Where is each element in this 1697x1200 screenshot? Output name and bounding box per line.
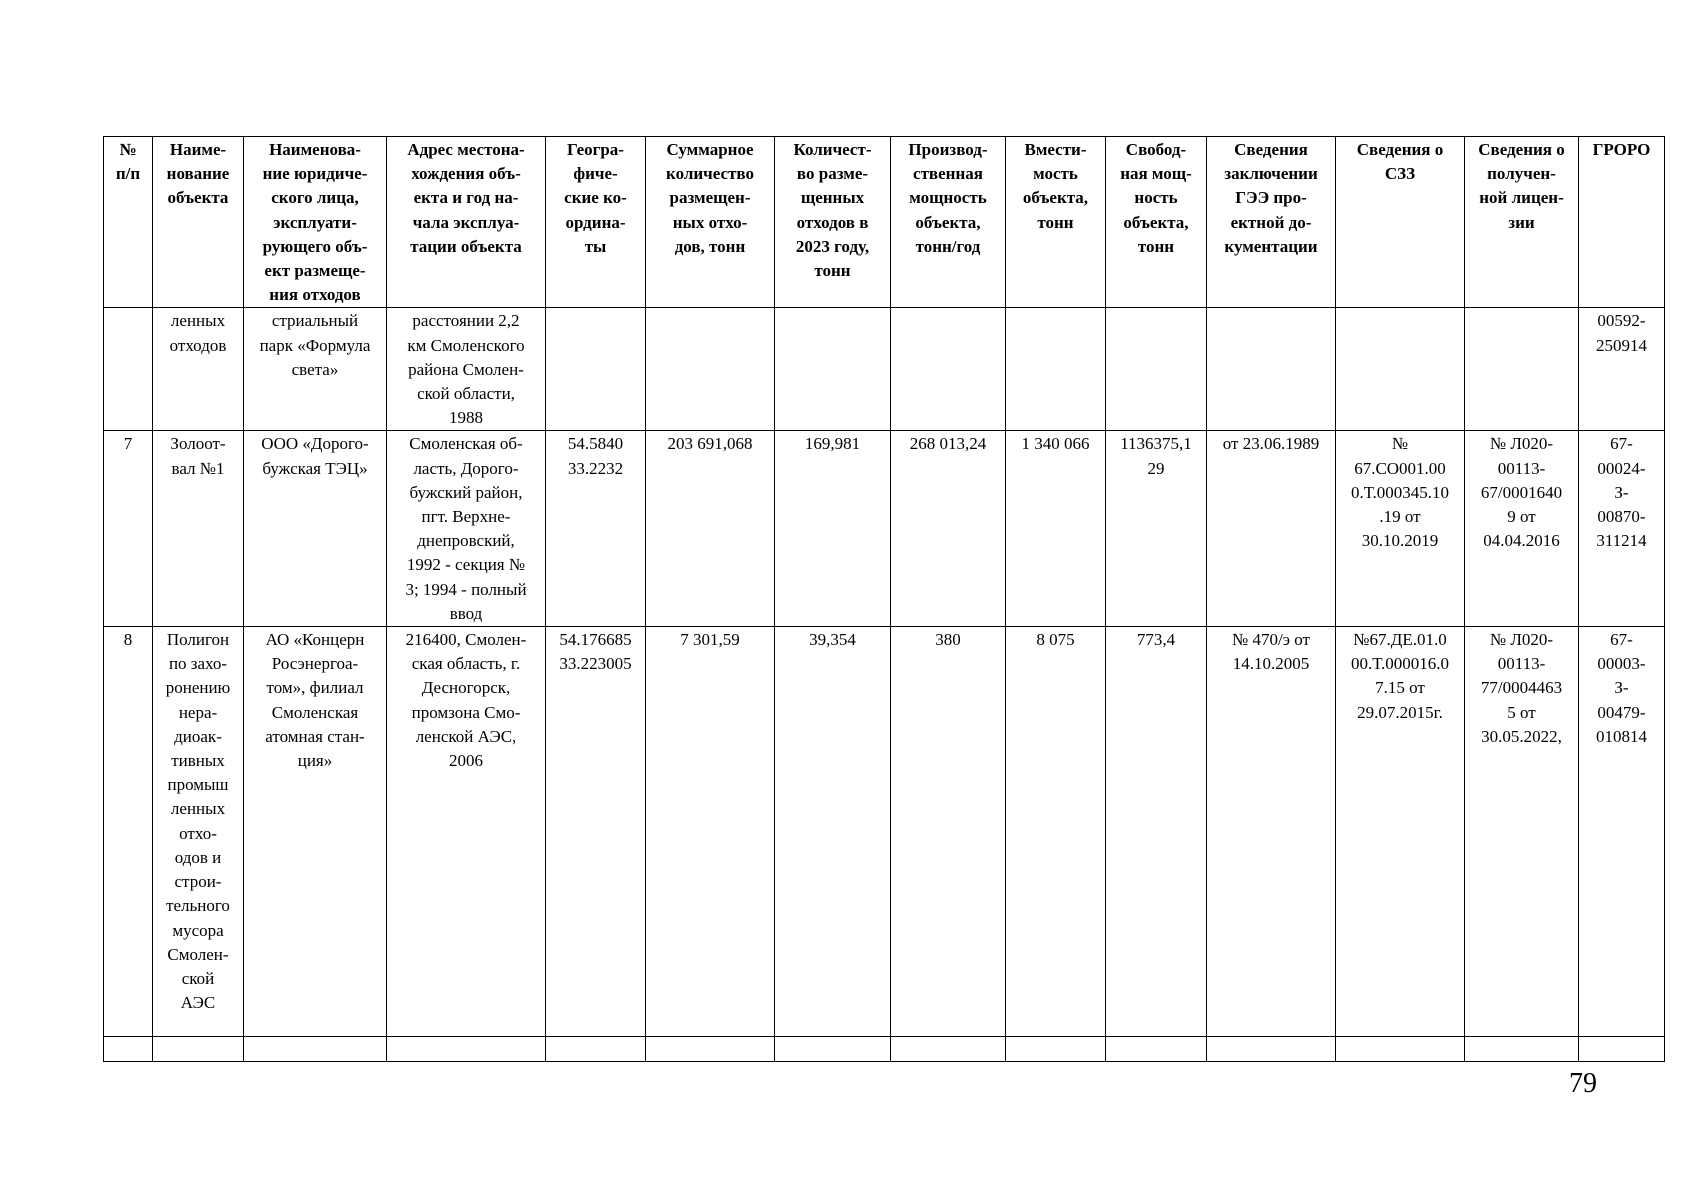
table-cell: № 67.СО001.00 0.Т.000345.10 .19 от 30.10.2019 <box>1336 431 1465 627</box>
table-cell: 8 <box>104 627 153 1037</box>
table-cell: 1136375,1 29 <box>1106 431 1207 627</box>
table-cell <box>546 1037 646 1062</box>
table-cell: стриальный парк «Формула света» <box>244 308 387 431</box>
page-number: 79 <box>1569 1068 1597 1099</box>
table-cell <box>1336 308 1465 431</box>
header-cell-free-capacity: Свобод- ная мощ- ность объекта, тонн <box>1106 137 1207 308</box>
header-cell-number: № п/п <box>104 137 153 308</box>
waste-objects-table <box>103 136 1665 1062</box>
header-cell-waste-2023: Количест- во разме- щенных отходов в 2023 году, тонн <box>775 137 891 308</box>
header-cell-capacity: Производ- ственная мощность объекта, тонн/год <box>891 137 1006 308</box>
table-cell: 67- 00024- З- 00870- 311214 <box>1579 431 1665 627</box>
table-cell: №67.ДЕ.01.0 00.Т.000016.0 7.15 от 29.07.2015г. <box>1336 627 1465 1037</box>
table-cell: Полигон по захо- ронению нера- диоак- тивных промыш ленных отхо- одов и строи- тельного мусора Смолен- ской АЭС <box>153 627 244 1037</box>
table-cell <box>775 1037 891 1062</box>
table-cell <box>153 1037 244 1062</box>
header-cell-address: Адрес местона- хождения объ- екта и год на- чала эксплуа- тации объекта <box>387 137 546 308</box>
table-cell: 268 013,24 <box>891 431 1006 627</box>
header-cell-gee: Сведения заключении ГЭЭ про- ектной до- кументации <box>1207 137 1336 308</box>
table-cell: АО «Концерн Росэнергоа- том», филиал Смоленская атомная стан- ция» <box>244 627 387 1037</box>
header-cell-license: Сведения о получен- ной лицен- зии <box>1465 137 1579 308</box>
table-cell: 1 340 066 <box>1006 431 1106 627</box>
table-cell <box>891 1037 1006 1062</box>
table-cell <box>646 308 775 431</box>
table-row <box>104 308 1665 431</box>
header-cell-szz: Сведения о СЗЗ <box>1336 137 1465 308</box>
table-cell <box>646 1037 775 1062</box>
table-cell <box>1106 1037 1207 1062</box>
table-header-row <box>104 137 1665 308</box>
table-cell: 7 <box>104 431 153 627</box>
table-cell <box>104 308 153 431</box>
table-cell: Смоленская об- ласть, Дорого- бужский район, пгт. Верхне- днепровский, 1992 - секция № 3; 1994 - полный ввод <box>387 431 546 627</box>
header-cell-volume: Вмести- мость объекта, тонн <box>1006 137 1106 308</box>
header-cell-groro: ГРОРО <box>1579 137 1665 308</box>
table-cell: 54.5840 33.2232 <box>546 431 646 627</box>
table-cell <box>387 1037 546 1062</box>
header-cell-legal-entity: Наименова- ние юридиче- ского лица, эксплуати- рующего объ- ект размеще- ния отходов <box>244 137 387 308</box>
table-cell: 203 691,068 <box>646 431 775 627</box>
table-cell: расстоянии 2,2 км Смоленского района Смолен- ской области, 1988 <box>387 308 546 431</box>
table-cell: 54.176685 33.223005 <box>546 627 646 1037</box>
table-cell: № Л020- 00113- 77/0004463 5 от 30.05.2022, <box>1465 627 1579 1037</box>
table-cell: 67- 00003- З- 00479- 010814 <box>1579 627 1665 1037</box>
header-cell-coordinates: Геогра- фиче- ские ко- ордина- ты <box>546 137 646 308</box>
table-cell: 8 075 <box>1006 627 1106 1037</box>
table-cell: 7 301,59 <box>646 627 775 1037</box>
table-cell: от 23.06.1989 <box>1207 431 1336 627</box>
table-cell: № Л020- 00113- 67/0001640 9 от 04.04.2016 <box>1465 431 1579 627</box>
table-cell <box>1207 1037 1336 1062</box>
table-cell: 380 <box>891 627 1006 1037</box>
table-row <box>104 431 1665 627</box>
table-cell <box>1465 308 1579 431</box>
table-cell: 00592- 250914 <box>1579 308 1665 431</box>
table-cell <box>1006 1037 1106 1062</box>
table-row-empty <box>104 1037 1665 1062</box>
table-row <box>104 627 1665 1037</box>
header-cell-total-waste: Суммарное количество размещен- ных отхо- дов, тонн <box>646 137 775 308</box>
table-cell: ООО «Дорого- бужская ТЭЦ» <box>244 431 387 627</box>
table-cell: 169,981 <box>775 431 891 627</box>
table-cell <box>1006 308 1106 431</box>
table-cell: 216400, Смолен- ская область, г. Десногорск, промзона Смо- ленской АЭС, 2006 <box>387 627 546 1037</box>
table-cell <box>1106 308 1207 431</box>
table-cell <box>546 308 646 431</box>
table-cell <box>1336 1037 1465 1062</box>
table-cell <box>775 308 891 431</box>
table-cell <box>104 1037 153 1062</box>
table-cell <box>891 308 1006 431</box>
table-cell: 773,4 <box>1106 627 1207 1037</box>
header-cell-object-name: Наиме- нование объекта <box>153 137 244 308</box>
table-cell: ленных отходов <box>153 308 244 431</box>
table-cell: Золоот- вал №1 <box>153 431 244 627</box>
table-cell <box>1579 1037 1665 1062</box>
table-cell <box>1465 1037 1579 1062</box>
table-cell <box>244 1037 387 1062</box>
table-cell <box>1207 308 1336 431</box>
table-cell: 39,354 <box>775 627 891 1037</box>
table-cell: № 470/э от 14.10.2005 <box>1207 627 1336 1037</box>
